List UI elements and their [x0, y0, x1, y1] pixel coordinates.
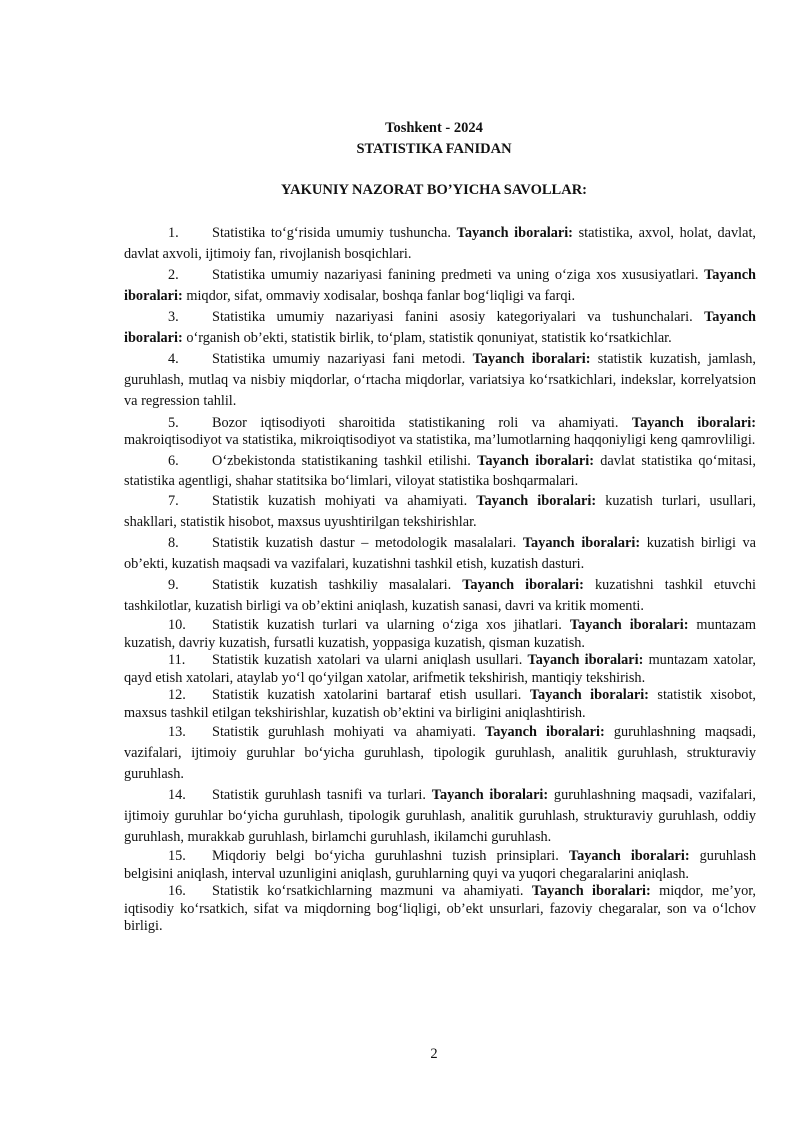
list-item: 2. Statistika umumiy nazariyasi fanining predmeti va uning o‘ziga xos xususiyatlari. Tayanch iboralari: miqdor, sifat, ommaviy xodisalar, boshqa fanlar bog‘liqligi va farqi.	[124, 267, 756, 304]
page-title: YAKUNIY NAZORAT BO’YICHA SAVOLLAR:	[280, 182, 587, 198]
list-item: 13. Statistik guruhlash mohiyati va ahamiyati. Tayanch iboralari: guruhlashning maqsadi, vazifalari, ijtimoiy guruhlar bo‘yicha guruhlash, tipologik guruhlash, analitik guruhlash, strukturaviy guruhlash.	[124, 724, 756, 782]
list-item: 4. Statistika umumiy nazariyasi fani metodi. Tayanch iboralari: statistik kuzatish, jamlash, guruhlash, mutlaq va nisbiy miqdorlar, o‘rtacha miqdorlar, variatsiya ko‘rsatkichlari, indekslar, korrelyatsion va regression tahlil.	[124, 351, 756, 409]
list-item: 1. Statistika to‘g‘risida umumiy tushuncha. Tayanch iboralari: statistika, axvol, holat, davlat, davlat axvoli, ijtimoiy fan, rivojlanish bosqichlari.	[124, 225, 756, 262]
question-list	[124, 223, 756, 936]
list-item: 16. Statistik ko‘rsatkichlarning mazmuni va ahamiyati. Tayanch iboralari: miqdor, me’yor, iqtisodiy ko‘rsatkich, sifat va miqdorning bog‘liqligi, ob’ekt unsurlari, fazoviy chegaralar, son va o‘lchov birligi.	[124, 883, 756, 934]
list-item: 3. Statistika umumiy nazariyasi fanini asosiy kategoriyalari va tushunchalari. Tayanch iboralari: o‘rganish ob’ekti, statistik birlik, to‘plam, statistik qonuniyat, statistik ko‘rsatkichlar.	[124, 309, 756, 346]
subject-heading: STATISTIKA FANIDAN	[356, 141, 512, 157]
list-item: 15. Miqdoriy belgi bo‘yicha guruhlashni tuzish prinsiplari. Tayanch iboralari: guruhlash belgisini aniqlash, interval uzunligini aniqlash, guruhlarning quyi va yuqori chegaralarini aniqlash.	[124, 848, 757, 882]
list-item: 6. O‘zbekistonda statistikaning tashkil etilishi. Tayanch iboralari: davlat statistika qo‘mitasi, statistika agentligi, shahar statitsika bo‘limlari, viloyat statistika boshqarmalari.	[124, 453, 756, 489]
list-item: 5. Bozor iqtisodiyoti sharoitida statistikaning roli va ahamiyati. Tayanch iboralari: makroiqtisodiyot va statistika, mikroiqtisodiyot va statistika, ma’lumotlarning haqqoniyligi keng qamrovliligi.	[124, 415, 756, 448]
city-year-heading: Toshkent - 2024	[385, 120, 483, 136]
list-item: 9. Statistik kuzatish tashkiliy masalalari. Tayanch iboralari: kuzatishni tashkil etuvchi tashkilotlar, kuzatish birligi va ob’ektini aniqlash, kuzatish sanasi, davri va kritik momenti.	[124, 577, 756, 614]
list-item: 10. Statistik kuzatish turlari va ularning o‘ziga xos jihatlari. Tayanch iboralari: muntazam kuzatish, davriy kuzatish, fursatli kuzatish, yoppasiga kuzatish, qisman kuzatish.	[124, 617, 756, 651]
list-item: 14. Statistik guruhlash tasnifi va turlari. Tayanch iboralari: guruhlashning maqsadi, vazifalari, ijtimoiy guruhlar bo‘yicha guruhlash, tipologik guruhlash, analitik guruhlash, strukturaviy guruhlash, oddiy guruhlash, murakkab guruhlash, birlamchi guruhlash, ikilamchi guruhlash.	[124, 787, 756, 845]
list-item: 11. Statistik kuzatish xatolari va ularni aniqlash usullari. Tayanch iboralari: muntazam xatolar, qayd etish xatolari, ataylab yo‘l qo‘yilgan xatolar, arifmetik tekshirish, mantiqiy tekshirish.	[124, 652, 756, 686]
list-item: 12. Statistik kuzatish xatolarini bartaraf etish usullari. Tayanch iboralari: statistik xisobot, maxsus tashkil etilgan tekshirishlar, kuzatish ob’ektini va birligini aniqlashtirish.	[124, 687, 756, 721]
list-item: 8. Statistik kuzatish dastur – metodologik masalalari. Tayanch iboralari: kuzatish birligi va ob’ekti, kuzatish maqsadi va vazifalari, kuzatishni tashkil etish, kuzatish dasturi.	[124, 535, 757, 572]
page-number: 2	[430, 1046, 438, 1062]
list-item: 7. Statistik kuzatish mohiyati va ahamiyati. Tayanch iboralari: kuzatish turlari, usullari, shakllari, statistik hisobot, maxsus uyushtirilgan tekshirishlar.	[124, 493, 756, 530]
